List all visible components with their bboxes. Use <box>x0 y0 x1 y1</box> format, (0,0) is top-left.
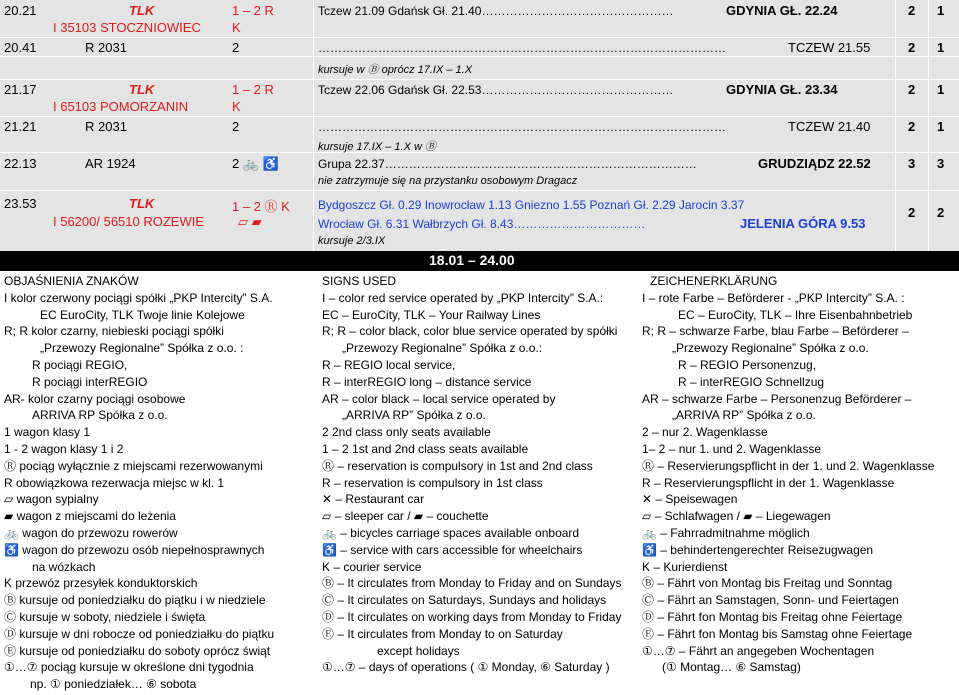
legend-line: except holidays <box>377 643 460 658</box>
route-stops: ………………………………………………………………………………………… <box>318 41 726 55</box>
legend-line: Ⓔ – Fährt fon Montag bis Samstag ohne Feiertage <box>642 626 913 641</box>
legend-line: R – reservation is compulsory in 1st class <box>322 475 543 490</box>
legend-german <box>642 273 958 676</box>
train-extra: K <box>232 20 241 35</box>
legend-line: Ⓓ – Fährt fon Montag bis Freitag ohne Feiertage <box>642 609 903 624</box>
train-name: I 35103 STOCZNIOWIEC <box>53 20 201 35</box>
legend-line: 1 wagon klasy 1 <box>4 425 91 440</box>
departure-time: 21.17 <box>4 82 37 97</box>
legend-line: np. ① poniedziałek… ⑥ sobota <box>30 677 197 692</box>
train-class: 1 – 2 R <box>232 3 274 18</box>
legend-line: AR- kolor czarny pociągi osobowe <box>4 391 186 406</box>
train-extra: K <box>232 99 241 114</box>
legend-line: „Przewozy Regionalne” Spółka z o.o. <box>672 341 869 356</box>
legend-line: Ⓑ – It circulates from Monday to Friday and on Sundays <box>322 576 622 591</box>
destination: GRUDZIĄDZ 22.52 <box>758 156 871 171</box>
sleeper-couchette-icon: ▱ ▰ <box>238 214 262 229</box>
legend-line: ▰ wagon z miejscami do leżenia <box>4 509 176 524</box>
track: 1 <box>937 40 945 55</box>
legend-line: 🚲 – bicycles carriage spaces available onboard <box>322 525 580 540</box>
departure-time: 22.13 <box>4 156 37 171</box>
legend-line: I – rote Farbe – Beförderer - „PKP Intercity” S.A. : <box>642 290 905 305</box>
legend-line: R; R – schwarze Farbe, blau Farbe – Beförderer – <box>642 324 909 339</box>
timetable <box>0 0 959 252</box>
legend-line: R; R – color black, color blue service operated by spółki <box>322 324 618 339</box>
train-note: nie zatrzymuje się na przystanku osobowym Dragacz <box>318 175 578 187</box>
legend-line: K – Kurierdienst <box>642 559 728 574</box>
legend-line: (① Montag… ⑥ Samstag) <box>662 660 801 675</box>
route-stops: Tczew 22.06 Gdańsk Gł. 22.53………………………………………… <box>318 83 674 97</box>
route-stops: ………………………………………………………………………………………… <box>318 120 726 134</box>
legend-line: AR – schwarze Farbe – Personenzug Beförderer – <box>642 391 912 406</box>
legend-line: R – Reservierungspflicht in der 1. Wagenklasse <box>642 475 895 490</box>
legend-line: 2 2nd class only seats available <box>322 425 491 440</box>
legend-line: „ARRIVA RP” Spółka z o.o. <box>672 408 816 423</box>
legend-line: I – color red service operated by „PKP Intercity” S.A.: <box>322 290 604 305</box>
legend-line: ♿ – behindertengerechter Reisezugwagen <box>642 542 874 557</box>
train-name: I 65103 POMORZANIN <box>53 99 189 114</box>
legend-line: R pociągi REGIO, <box>32 357 128 372</box>
legend-line: ①…⑦ pociąg kursuje w określone dni tygodnia <box>4 660 254 675</box>
legend-line: „Przewozy Regionalne” Spółka z o.o. : <box>40 341 244 356</box>
train-class: 2 🚲 ♿ <box>232 156 279 171</box>
platform: 2 <box>908 82 916 97</box>
legend-line: Ⓑ kursuje od poniedziałku do piątku i w niedziele <box>4 593 266 608</box>
period-header <box>0 251 959 271</box>
legend-line: „Przewozy Regionalne” Spółka z o.o.: <box>342 341 543 356</box>
destination: TCZEW 21.55 <box>788 40 871 55</box>
legend-line: ①…⑦ – days of operations ( ① Monday, ⑥ Saturday ) <box>322 660 610 675</box>
platform: 2 <box>908 40 916 55</box>
train-note: kursuje w Ⓑ oprócz 17.IX – 1.X <box>318 64 473 76</box>
legend-line: ✕ – Speisewagen <box>642 492 738 507</box>
platform: 3 <box>908 156 916 171</box>
legend-line: ▱ – Schlafwagen / ▰ – Liegewagen <box>642 509 831 524</box>
platform: 2 <box>908 119 916 134</box>
legend-line: Ⓓ – It circulates on working days from Monday to Friday <box>322 609 622 624</box>
track: 1 <box>937 119 945 134</box>
platform: 2 <box>908 3 916 18</box>
track: 1 <box>937 82 945 97</box>
legend-line: ▱ – sleeper car / ▰ – couchette <box>322 509 489 524</box>
train-category: R 2031 <box>85 40 127 55</box>
legend-line: ▱ wagon sypialny <box>4 492 99 507</box>
train-note: kursuje 17.IX – 1.X w Ⓑ <box>318 141 436 153</box>
train-category: AR 1924 <box>85 156 136 171</box>
departure-time: 20.21 <box>4 3 37 18</box>
legend-line: EC – EuroCity, TLK – Your Railway Lines <box>322 307 541 322</box>
destination: JELENIA GÓRA 9.53 <box>740 216 866 231</box>
track: 2 <box>937 205 945 220</box>
legend-line: ♿ – service with cars accessible for wheelchairs <box>322 542 583 557</box>
destination: GDYNIA GŁ. 22.24 <box>726 3 838 18</box>
route-stops: Tczew 21.09 Gdańsk Gł. 21.40………………………………………… <box>318 4 674 18</box>
train-name: I 56200/ 56510 ROZEWIE <box>53 214 205 229</box>
legend-line: R; R kolor czarny, niebieski pociągi spółki <box>4 324 224 339</box>
legend-line: R pociągi interREGIO <box>32 374 148 389</box>
legend-line: 1 - 2 wagon klasy 1 i 2 <box>4 441 124 456</box>
train-category: R 2031 <box>85 119 127 134</box>
legend-line: Ⓑ – Fährt von Montag bis Freitag und Sonntag <box>642 576 893 591</box>
legend-line: ♿ wagon do przewozu osób niepełnosprawnych <box>4 542 265 557</box>
legend-title: SIGNS USED <box>322 274 397 288</box>
legend-line: I kolor czerwony pociągi spółki „PKP Intercity” S.A. <box>4 290 273 305</box>
legend-title: OBJAŚNIENIA ZNAKÓW <box>4 274 139 288</box>
legend-line: Ⓡ pociąg wyłącznie z miejscami rezerwowanymi <box>4 458 263 473</box>
legend-line: Ⓔ kursuje od poniedziałku do soboty oprócz świąt <box>4 643 271 658</box>
track: 3 <box>937 156 945 171</box>
legend-line: R – REGIO Personenzug, <box>678 357 817 372</box>
departure-time: 23.53 <box>4 196 37 211</box>
legend-line: 🚲 wagon do przewozu rowerów <box>4 525 178 540</box>
legend-line: R obowiązkowa rezerwacja miejsc w kl. 1 <box>4 475 225 490</box>
legend-line: Ⓓ kursuje w dni robocze od poniedziałku do piątku <box>4 626 275 641</box>
legend-line: EC EuroCity, TLK Twoje linie Kolejowe <box>40 307 245 322</box>
legend-line: AR – color black – local service operated by <box>322 391 556 406</box>
departure-time: 21.21 <box>4 119 37 134</box>
legend-line: 1– 2 – nur 1. und 2. Wagenklasse <box>642 441 822 456</box>
legend-line: Ⓔ – It circulates from Monday to on Saturday <box>322 626 563 641</box>
legend-line: R – interREGIO Schnellzug <box>678 374 825 389</box>
train-category: TLK <box>129 3 155 18</box>
legend-line: 1 – 2 1st and 2nd class seats available <box>322 441 529 456</box>
legend-line: Ⓒ – It circulates on Saturdays, Sundays and holidays <box>322 593 607 608</box>
train-class: 1 – 2 Ⓡ K <box>232 199 290 214</box>
train-class: 2 <box>232 40 240 55</box>
legend-english <box>322 273 632 676</box>
route-stops-2: Wrocław Gł. 6.31 Wałbrzych Gł. 8.43…………………………… <box>318 217 646 231</box>
route-stops: Bydgoszcz Gł. 0.29 Inowrocław 1.13 Gniezno 1.55 Poznań Gł. 2.29 Jarocin 3.37 <box>318 198 745 212</box>
train-class: 1 – 2 R <box>232 82 274 97</box>
legend-line: R – REGIO local service, <box>322 357 456 372</box>
legend-line: 2 – nur 2. Wagenklasse <box>642 425 768 440</box>
destination: TCZEW 21.40 <box>788 119 871 134</box>
legend-line: Ⓡ – Reservierungspflicht in der 1. und 2. Wagenklasse <box>642 458 935 473</box>
train-category: TLK <box>129 82 155 97</box>
departure-time: 20.41 <box>4 40 37 55</box>
legend-polish <box>4 273 314 693</box>
legend-line: Ⓒ – Fährt an Samstagen, Sonn- und Feiertagen <box>642 593 899 608</box>
platform: 2 <box>908 205 916 220</box>
train-note: kursuje 2/3.IX <box>318 235 386 247</box>
legend-line: ✕ – Restaurant car <box>322 492 425 507</box>
legend-line: Ⓒ kursuje w soboty, niedziele i święta <box>4 609 206 624</box>
legend-line: R – interREGIO long – distance service <box>322 374 532 389</box>
legend-line: K – courier service <box>322 559 422 574</box>
train-category: TLK <box>129 196 155 211</box>
legend-line: „ARRIVA RP” Spółka z o.o. <box>342 408 486 423</box>
train-class: 2 <box>232 119 240 134</box>
legend-line: K przewóz przesyłek konduktorskich <box>4 576 198 591</box>
destination: GDYNIA GŁ. 23.34 <box>726 82 838 97</box>
period-label: 18.01 – 24.00 <box>429 252 515 268</box>
route-stops: Grupa 22.37…………………………………………………………………… <box>318 157 697 171</box>
legend-line: Ⓡ – reservation is compulsory in 1st and 2nd class <box>322 458 593 473</box>
legend-line: 🚲 – Fahrradmitnahme möglich <box>642 525 810 540</box>
legend-line: EC – EuroCity, TLK – Ihre Eisenbahnbetrieb <box>678 307 913 322</box>
legend-title: ZEICHENERKLÄRUNG <box>650 274 778 288</box>
legend-line: na wózkach <box>32 559 96 574</box>
track: 1 <box>937 3 945 18</box>
legend-line: ARRIVA RP Spółka z o.o. <box>32 408 168 423</box>
legend-line: ①…⑦ – Fährt an angegeben Wochentagen <box>642 643 875 658</box>
